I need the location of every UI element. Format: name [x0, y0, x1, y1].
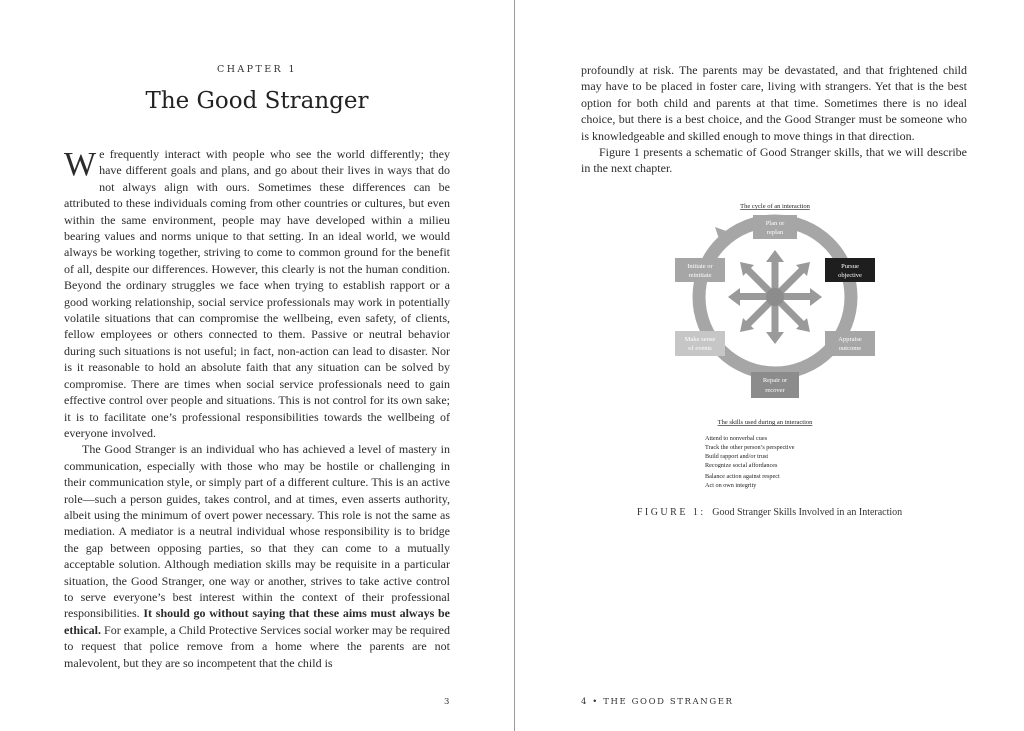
figure-caption-text: Good Stranger Skills Involved in an Interaction	[712, 507, 903, 518]
node-repair-line1: Repair or	[762, 377, 788, 384]
node-pursue-line2: objective	[838, 272, 862, 279]
node-pursue-objective	[825, 258, 875, 282]
node-plan-line1: Plan or	[765, 220, 785, 227]
skills-list-continued	[705, 469, 845, 495]
paragraph-2-text-a: The Good Stranger is an individual who has achieved a level of mastery in communication, especially with those who may be hostile or challenging in their communication style, or simply part of a different culture. This is an active role—such a person guides, takes control, and at times, even asserts authority, albeit using the minimum of overt power necessary. This role is not the same as mediation. A mediator is a neutral individual whose responsibility is to bridge the gap between opposing parties, so that they can come to a mutually acceptable solution. Although mediation skills may be requisite in a particular situation, the Good Stranger, one way or another, strives to take active control to serve everyone’s best interest within the context of their professional responsibilities.	[64, 442, 450, 621]
node-make-sense-line1: Make sense	[684, 336, 716, 343]
node-initiate-line1: Initiate or	[687, 263, 713, 270]
page-number-right: 4 • THE GOOD STRANGER	[581, 697, 734, 707]
node-repair-or-recover	[751, 372, 799, 398]
node-appraise-line1: Appraise	[838, 336, 862, 343]
paragraph-1	[64, 146, 450, 441]
paragraph-2-text-b: For example, a Child Protective Services social worker may be required to request that police remove from a home where the parents are not malevolent, but they are so incompetent that the child is	[64, 622, 450, 670]
left-body-text	[64, 146, 450, 671]
skills-list	[705, 435, 795, 468]
skill-item: Recognize social affordances	[705, 462, 778, 468]
right-page	[515, 0, 1024, 731]
node-plan-or-replan	[753, 215, 797, 239]
node-pursue-line1: Pursue	[841, 263, 859, 270]
drop-cap: W	[64, 146, 97, 183]
node-appraise-line2: outcome	[838, 345, 862, 352]
skill-item: Act on own integrity	[705, 482, 757, 489]
paragraph-2-bold: It should go without saying that these aims must always be ethical.	[64, 606, 450, 637]
figure-caption	[515, 507, 1024, 518]
skill-item: Balance action against respect	[705, 473, 780, 480]
skills-title: The skills used during an interaction	[717, 419, 813, 426]
skill-item: Build rapport and/or trust	[705, 453, 769, 460]
figure-caption-label: FIGURE 1:	[636, 507, 706, 518]
node-initiate	[675, 258, 725, 282]
node-appraise-outcome	[825, 331, 875, 356]
paragraph-figure-intro: Figure 1 presents a schematic of Good Stranger skills, that we will describe in the next chapter.	[581, 145, 967, 176]
page-number-left: 3	[444, 697, 452, 707]
center-arrows	[728, 250, 822, 344]
paragraph-1-text: e frequently interact with people who see the world differently; they have different goals and plans, and go about their lives in ways that do not always align with ours. Sometimes these differences can be attributed to these individuals coming from other countries or cultures, but even within the same environment, people may have developed within a milieu bearing values and norms unique to that setting. In an ideal world, we would always be working together, striving to come to common ground for the benefit of all, despite our differences. However, this clearly is not the human condition. Beyond the ordinary struggles we face when trying to establish rapport or a good working relationship, social service professionals may work in potentially volatile situations that can compromise the wellbeing, even safety, of clients, fellow employees or others connected to them. Passive or neutral behavior during such situations is not useful; in fact, non-action can lead to disaster. Nor is it reasonable to hold an absolute faith that any situation can be solved by compromise. There are times when social service professionals need to gain effective control over people and situations. This is not control for its own sake; it is to facilitate one’s professional responsibilities towards the wellbeing of everyone involved.	[64, 147, 450, 440]
paragraph-continued: profoundly at risk. The parents may be devastated, and that frightened child may have to be placed in foster care, living with strangers. Yet that is the best option for both child and parents at that time. Sometimes there is no ideal choice, but there is a best choice, and the Good Stranger must be someone who is knowledgeable and skilled enough to move things in that direction.	[581, 63, 967, 143]
chapter-label: CHAPTER 1	[217, 64, 297, 75]
node-plan-line2: replan	[766, 229, 784, 236]
figure-1-diagram	[675, 198, 875, 468]
node-make-sense-line2: of events	[688, 345, 712, 352]
cycle-title: The cycle of an interaction	[740, 203, 810, 210]
chapter-title: The Good Stranger	[145, 88, 369, 114]
node-make-sense	[675, 331, 725, 356]
node-initiate-line2: reinitiate	[688, 272, 712, 279]
right-body-text	[581, 62, 967, 177]
paragraph-2	[64, 441, 450, 671]
skill-item: Track the other person’s perspective	[705, 444, 795, 451]
node-repair-line2: recover	[765, 387, 785, 394]
skill-item: Attend to nonverbal cues	[705, 435, 768, 442]
